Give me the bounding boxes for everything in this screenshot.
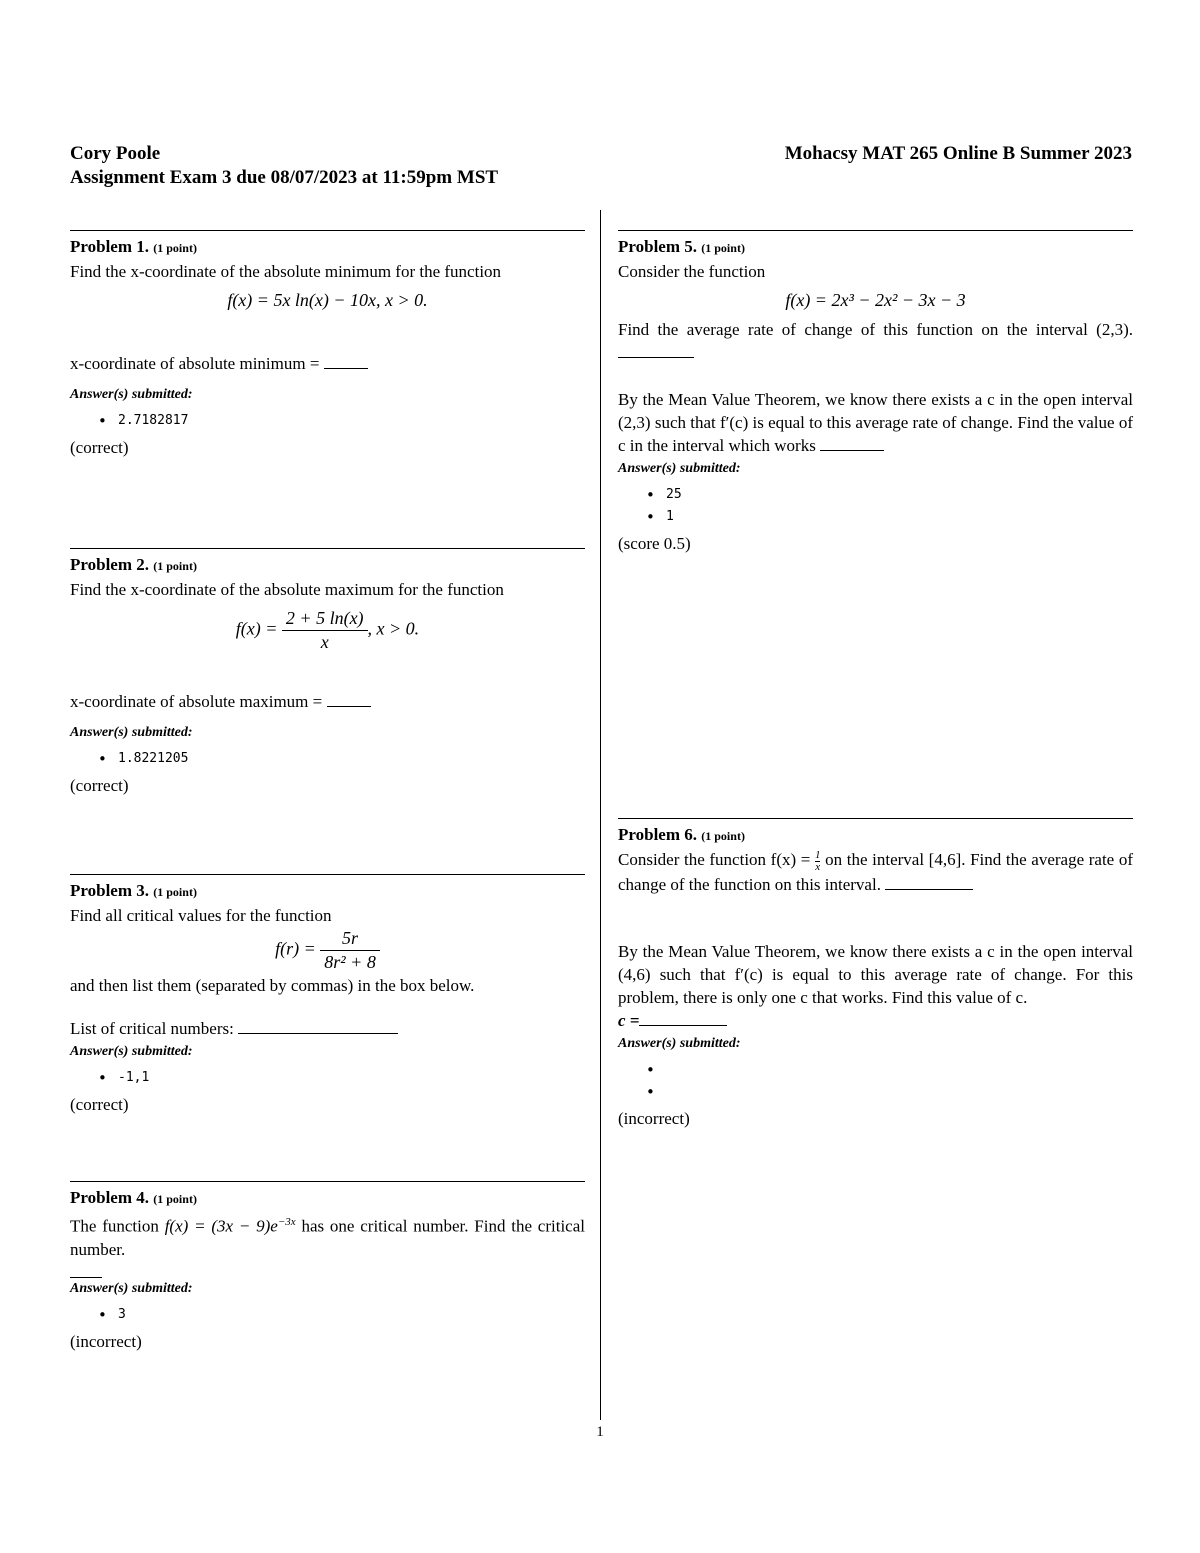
answer-prompt: x-coordinate of absolute minimum = [70, 352, 585, 375]
answer-blank[interactable] [327, 705, 371, 707]
answers-submitted-label: Answer(s) submitted: [70, 1044, 193, 1059]
problem-text: Find the x-coordinate of the absolute maximum for the function [70, 580, 504, 599]
answer-list [70, 410, 585, 432]
problem-2 [70, 548, 585, 797]
course-title: Mohacsy MAT 265 Online B Summer 2023 [784, 143, 1132, 164]
header-left [70, 142, 498, 190]
answer-list [70, 1304, 585, 1326]
answer-item: • 2.7182817 [118, 410, 585, 432]
problem-text: Find the x-coordinate of the absolute minimum for the function [70, 262, 502, 281]
problem-title: Problem 5. (1 point) [618, 237, 745, 256]
answer-item: • 1.8221205 [118, 748, 585, 770]
problem-title: Problem 4. (1 point) [70, 1188, 197, 1207]
problem-text: Consider the function [618, 262, 766, 281]
problem-text: The function $f(x) = (3x - 9)e^{-3x}$ has one critical number. Find the critical number. [70, 1216, 585, 1259]
answer-item: • 3 [118, 1304, 585, 1326]
page-number: 1 [596, 1424, 604, 1440]
problem-equation: f(x) = 2x³ − 2x² − 3x − 3 [785, 290, 966, 310]
answers-submitted-label: Answer(s) submitted: [70, 1280, 193, 1296]
problem-equation: f(r) = $\frac{5r}{\text{8r² + 8}}$ [70, 927, 585, 974]
answer-item: • -1,1 [118, 1067, 585, 1089]
answer-prompt: x-coordinate of absolute maximum = [70, 690, 585, 713]
answer-blank[interactable] [618, 356, 694, 358]
problem-4 [70, 1181, 585, 1353]
problem-title: Problem 6. (1 point) [618, 825, 745, 844]
student-name: Cory Poole [70, 143, 161, 164]
answer-prompt: List of critical numbers: [70, 1017, 585, 1040]
problem-equation: f(x) = $\frac{2 + 5 \ln(x)}{x}$ , x > 0. [235, 608, 420, 652]
answer-list [70, 1067, 585, 1089]
problem-text-3: By the Mean Value Theorem, we know there exists a c in the open interval (2,3) such that f′(c) is equal to this average rate of change. Find the value of c in the interval which works [618, 390, 1133, 455]
answer-item [666, 1059, 1133, 1081]
status-text: (correct) [70, 776, 129, 795]
answer-item: • 1 [666, 506, 1133, 528]
answer-blank[interactable] [639, 1024, 727, 1026]
status-text: (correct) [70, 438, 129, 457]
answer-blank[interactable] [324, 367, 368, 369]
column-divider [600, 210, 601, 1420]
problem-title: Problem 2. (1 point) [70, 555, 197, 574]
answers-submitted-label: Answer(s) submitted: [70, 387, 193, 402]
answers-submitted-label: Answer(s) submitted: [70, 725, 193, 740]
problem-text: Consider the function f(x) = $\frac{1}{x}$ on the interval [4,6]. Find the average rate of change of the function on this interval. [618, 848, 1134, 894]
problem-text-2: Find the average rate of change of this function on the interval (2,3). [618, 318, 1133, 364]
answer-blank[interactable] [820, 449, 884, 451]
answer-item: • 25 [666, 484, 1133, 506]
problem-text: Find all critical values for the function [70, 906, 332, 925]
answers-submitted-label: Answer(s) submitted: [618, 461, 741, 476]
problem-5 [618, 230, 1133, 555]
answer-blank[interactable] [238, 1032, 398, 1034]
problem-title: Problem 1. (1 point) [70, 237, 197, 256]
answer-list [618, 484, 1133, 528]
answer-item [666, 1081, 1133, 1103]
status-text: (score 0.5) [618, 534, 691, 553]
answer-list [70, 748, 585, 770]
problem-title: Problem 3. (1 point) [70, 881, 197, 900]
answer-blank[interactable] [885, 888, 973, 890]
status-text: (incorrect) [70, 1331, 142, 1351]
problem-6 [618, 818, 1133, 1130]
problem-text-2: By the Mean Value Theorem, we know there exists a c in the open interval (4,6) such that f′(c) is equal to this average rate of change. For this problem, there is only one c that works. Find this value of c. [618, 941, 1133, 1007]
answer-prompt: c = [618, 1009, 1133, 1032]
problem-1 [70, 230, 585, 459]
problem-equation: f(x) = 5x ln(x) − 10x, x > 0. [227, 290, 428, 310]
problem-text-2: and then list them (separated by commas) in the box below. [70, 976, 475, 995]
answer-list [618, 1059, 1133, 1103]
answers-submitted-label: Answer(s) submitted: [618, 1035, 741, 1051]
status-text: (incorrect) [618, 1108, 690, 1128]
problem-3 [70, 874, 585, 1116]
status-text: (correct) [70, 1095, 129, 1114]
assignment-title: Assignment Exam 3 due 08/07/2023 at 11:59pm MST [70, 167, 499, 188]
